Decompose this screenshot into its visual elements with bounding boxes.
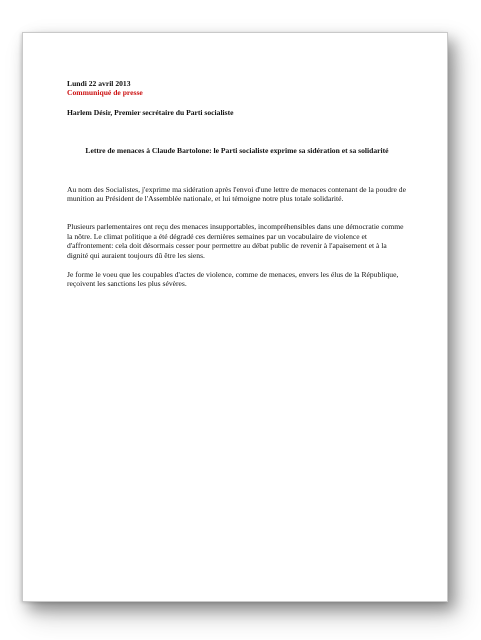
press-release-body — [67, 79, 407, 289]
release-title: Lettre de menaces à Claude Bartolone: le Parti socialiste exprime sa sidération et sa solidarité — [85, 146, 389, 156]
release-date: Lundi 22 avril 2013 — [67, 79, 131, 88]
paragraph-3: Je forme le voeu que les coupables d'actes de violence, comme de menaces, envers les élus de la République, reçoivent les sanctions les plus sévères. — [67, 270, 399, 289]
document-page — [22, 32, 448, 602]
paragraph-2: Plusieurs parlementaires ont reçu des menaces insupportables, incompréhensibles dans une démocratie comme la nôtre. Le climat politique a été dégradé ces dernières semaines par un vocabulaire de violence et d'affrontement: cela doit désormais cesser pour permettre au débat public de revenir à l'apaisement et à la dignité qui auraient toujours dû être les siens. — [67, 222, 404, 260]
release-author: Harlem Désir, Premier secrétaire du Parti socialiste — [67, 107, 234, 117]
paragraph-1: Au nom des Socialistes, j'exprime ma sidération après l'envoi d'une lettre de menaces contenant de la poudre de munition au Président de l'Assemblée nationale, et lui témoigne notre plus totale solidarité. — [67, 184, 406, 204]
release-type-label: Communiqué de presse — [67, 88, 143, 98]
